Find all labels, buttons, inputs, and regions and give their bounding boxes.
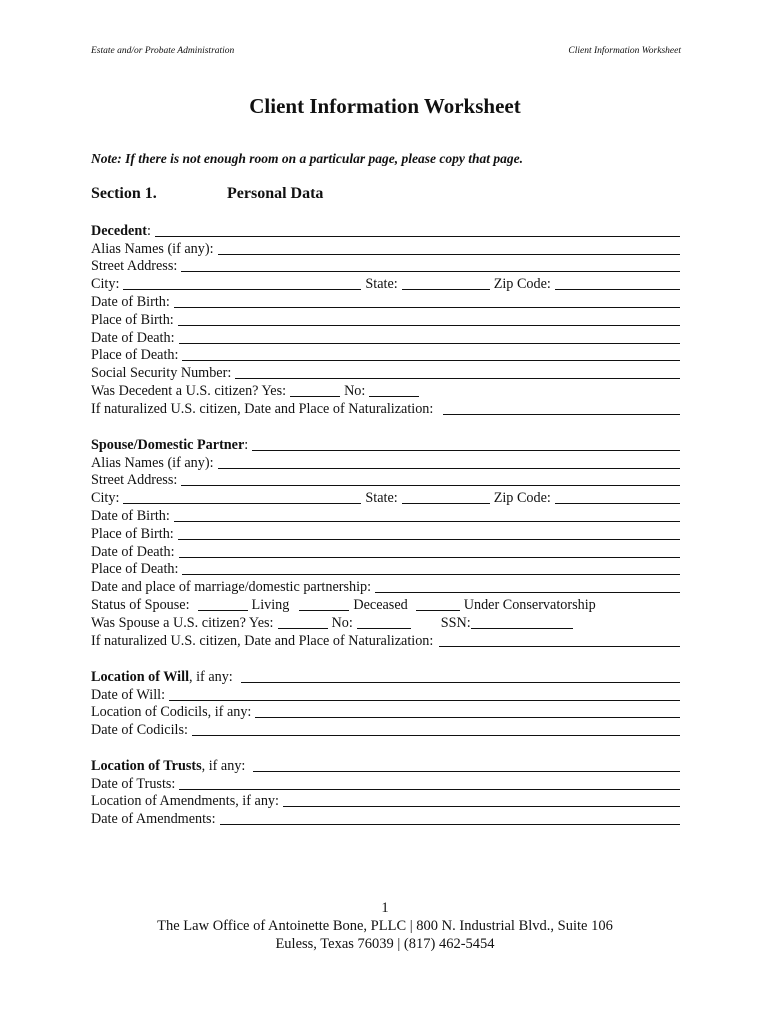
decedent-ssn-label: Social Security Number: <box>91 365 232 382</box>
decedent-state-field[interactable] <box>402 277 490 290</box>
decedent-ssn-field[interactable] <box>235 366 680 379</box>
trusts-date-label: Date of Trusts: <box>91 775 176 792</box>
decedent-block <box>91 221 680 417</box>
will-location-field[interactable] <box>241 670 680 683</box>
amendments-date-row <box>91 809 680 827</box>
spouse-pob-field[interactable] <box>178 527 680 540</box>
decedent-zip-label: Zip Code: <box>493 276 551 293</box>
spouse-ssn-field[interactable] <box>471 616 573 629</box>
decedent-city-row <box>91 274 680 292</box>
spouse-dod-field[interactable] <box>179 545 680 558</box>
spouse-zip-label: Zip Code: <box>493 490 551 507</box>
decedent-alias-row <box>91 239 680 257</box>
spouse-naturalized-label: If naturalized U.S. citizen, Date and Place of Naturalization: <box>91 632 434 649</box>
page-number: 1 <box>381 900 389 916</box>
spouse-citizen-label: Was Spouse a U.S. citizen? Yes: <box>91 614 274 631</box>
spouse-status-row <box>91 595 680 613</box>
trusts-date-field[interactable] <box>179 777 680 790</box>
decedent-dod-field[interactable] <box>179 331 680 344</box>
decedent-colon: : <box>146 222 151 239</box>
spouse-alias-label: Alias Names (if any): <box>91 454 214 471</box>
decedent-pob-field[interactable] <box>178 313 680 326</box>
decedent-pob-row <box>91 310 680 328</box>
spouse-block <box>91 435 680 649</box>
decedent-city-field[interactable] <box>123 277 361 290</box>
decedent-dod-row <box>91 328 680 346</box>
spouse-marriage-field[interactable] <box>375 580 680 593</box>
spouse-citizen-yes-field[interactable] <box>278 616 328 629</box>
decedent-naturalized-row <box>91 399 680 417</box>
spouse-naturalized-field[interactable] <box>439 634 680 647</box>
codicils-location-field[interactable] <box>255 705 680 718</box>
codicils-location-row <box>91 703 680 721</box>
spouse-alias-field[interactable] <box>218 456 680 469</box>
running-header-left: Estate and/or Probate Administration <box>91 46 235 56</box>
decedent-citizen-no-field[interactable] <box>369 384 419 397</box>
spouse-pod-row <box>91 560 680 578</box>
spouse-state-field[interactable] <box>402 491 490 504</box>
trusts-location-field[interactable] <box>253 759 680 772</box>
will-heading-suffix: , if any: <box>189 668 233 685</box>
spouse-deceased-field[interactable] <box>299 598 349 611</box>
spouse-conservatorship-label: Under Conservatorship <box>463 596 596 613</box>
copy-note: Note: If there is not enough room on a particular page, please copy that page. <box>91 151 523 166</box>
spouse-pob-row <box>91 524 680 542</box>
spouse-dob-row <box>91 506 680 524</box>
amendments-location-row <box>91 792 680 810</box>
spouse-dod-label: Date of Death: <box>91 543 175 560</box>
decedent-ssn-row <box>91 363 680 381</box>
section-heading <box>91 185 324 203</box>
spouse-city-field[interactable] <box>123 491 361 504</box>
will-block <box>91 667 680 738</box>
spouse-city-label: City: <box>91 490 120 507</box>
decedent-dob-row <box>91 292 680 310</box>
spouse-living-label: Living <box>251 596 290 613</box>
trusts-heading: Location of Trusts <box>91 757 202 774</box>
decedent-citizen-no-label: No: <box>344 382 366 399</box>
decedent-alias-label: Alias Names (if any): <box>91 240 214 257</box>
spouse-living-field[interactable] <box>198 598 248 611</box>
codicils-location-label: Location of Codicils, if any: <box>91 704 252 721</box>
spouse-zip-field[interactable] <box>555 491 680 504</box>
footer-address-line1: The Law Office of Antoinette Bone, PLLC | 800 N. Industrial Blvd., Suite 106 <box>157 918 613 934</box>
decedent-naturalized-label: If naturalized U.S. citizen, Date and Place of Naturalization: <box>91 400 434 417</box>
spouse-citizen-row <box>91 613 680 631</box>
spouse-alias-row <box>91 453 680 471</box>
spouse-heading: Spouse/Domestic Partner <box>91 436 245 453</box>
spouse-naturalized-row <box>91 631 680 649</box>
decedent-name-row <box>91 221 680 239</box>
decedent-pob-label: Place of Birth: <box>91 311 174 328</box>
decedent-street-field[interactable] <box>181 259 680 272</box>
decedent-dob-label: Date of Birth: <box>91 293 170 310</box>
will-heading: Location of Will <box>91 668 190 685</box>
will-date-row <box>91 685 680 703</box>
decedent-city-label: City: <box>91 276 120 293</box>
decedent-street-row <box>91 257 680 275</box>
decedent-street-label: Street Address: <box>91 258 178 275</box>
spouse-citizen-no-label: No: <box>331 614 353 631</box>
spouse-dod-row <box>91 542 680 560</box>
page-title: Client Information Worksheet <box>249 94 521 118</box>
trusts-block <box>91 756 680 827</box>
spouse-pod-label: Place of Death: <box>91 561 179 578</box>
spouse-marriage-label: Date and place of marriage/domestic partnership: <box>91 579 372 596</box>
trusts-location-row <box>91 756 680 774</box>
spouse-name-row <box>91 435 680 453</box>
will-date-label: Date of Will: <box>91 686 166 703</box>
will-date-field[interactable] <box>169 688 680 701</box>
spouse-street-label: Street Address: <box>91 472 178 489</box>
amendments-location-field[interactable] <box>283 794 680 807</box>
decedent-heading: Decedent <box>91 222 147 239</box>
decedent-state-label: State: <box>365 276 398 293</box>
decedent-citizen-yes-field[interactable] <box>290 384 340 397</box>
decedent-naturalized-field[interactable] <box>443 402 680 415</box>
spouse-dob-field[interactable] <box>174 509 680 522</box>
will-location-row <box>91 667 680 685</box>
spouse-name-field[interactable] <box>252 438 680 451</box>
spouse-citizen-no-field[interactable] <box>357 616 411 629</box>
spouse-street-field[interactable] <box>181 473 680 486</box>
codicils-date-row <box>91 720 680 738</box>
running-header-right: Client Information Worksheet <box>568 46 681 56</box>
section-title: Personal Data <box>227 185 324 202</box>
spouse-deceased-label: Deceased <box>353 596 408 613</box>
codicils-date-field[interactable] <box>192 723 680 736</box>
spouse-street-row <box>91 471 680 489</box>
decedent-pod-row <box>91 346 680 364</box>
decedent-pod-label: Place of Death: <box>91 347 179 364</box>
amendments-location-label: Location of Amendments, if any: <box>91 793 279 810</box>
spouse-conservatorship-field[interactable] <box>416 598 460 611</box>
spouse-city-row <box>91 488 680 506</box>
decedent-citizen-label: Was Decedent a U.S. citizen? Yes: <box>91 382 287 399</box>
decedent-dob-field[interactable] <box>174 295 680 308</box>
trusts-heading-suffix: , if any: <box>201 757 246 774</box>
decedent-dod-label: Date of Death: <box>91 329 175 346</box>
spouse-colon: : <box>244 436 249 453</box>
codicils-date-label: Date of Codicils: <box>91 722 188 739</box>
spouse-state-label: State: <box>365 490 398 507</box>
decedent-zip-field[interactable] <box>555 277 680 290</box>
amendments-date-field[interactable] <box>220 812 680 825</box>
footer-address-line2: Euless, Texas 76039 | (817) 462-5454 <box>275 936 495 952</box>
spouse-status-label: Status of Spouse: <box>91 596 190 613</box>
amendments-date-label: Date of Amendments: <box>91 811 216 828</box>
decedent-citizen-row <box>91 381 680 399</box>
section-number: Section 1. <box>91 185 157 202</box>
spouse-pob-label: Place of Birth: <box>91 525 174 542</box>
spouse-dob-label: Date of Birth: <box>91 507 170 524</box>
decedent-name-field[interactable] <box>155 224 680 237</box>
decedent-alias-field[interactable] <box>218 242 680 255</box>
spouse-marriage-row <box>91 577 680 595</box>
spouse-ssn-label: SSN: <box>440 614 471 631</box>
spouse-pod-field[interactable] <box>182 562 680 575</box>
decedent-pod-field[interactable] <box>182 348 680 361</box>
trusts-date-row <box>91 774 680 792</box>
